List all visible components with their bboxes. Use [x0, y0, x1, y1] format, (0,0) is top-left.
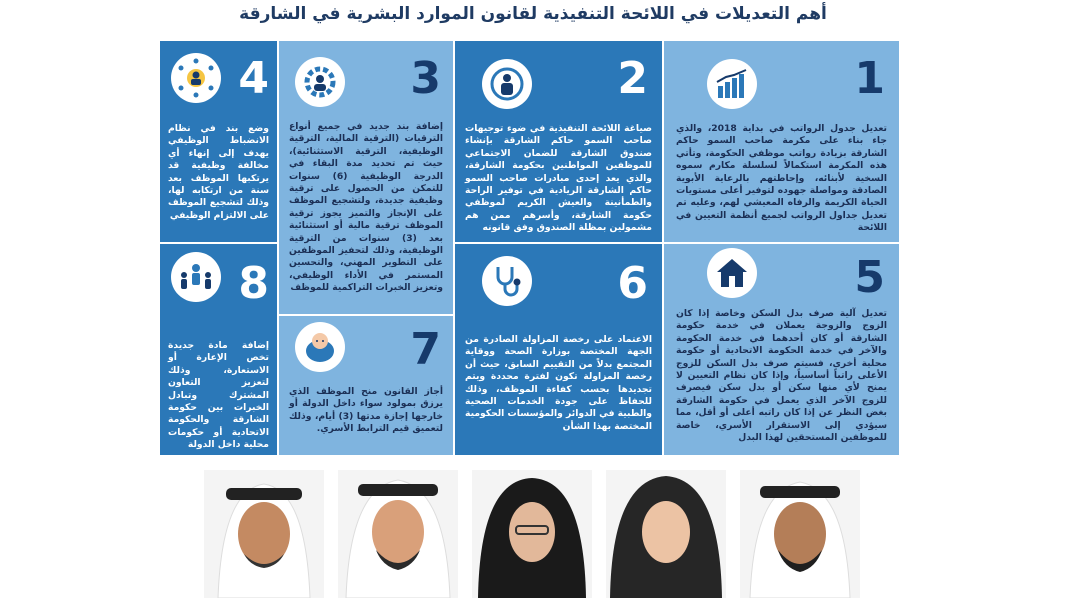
item-text-6: الاعتماد على رخصة المزاولة الصادرة من الجهة المختصة بوزارة الصحة ووقاية المجتمع بدلاً من التقييم السابق، حيث أن رخصة المزاولة تكون لفترة محددة ويتم تجديدها بحسب كفاءة الموظف، وذلك للحفاظ على جودة الخدمات الصحية والطبية في الدوائر والمؤسسات الحكومية المختصة بهذا الشأن: [465, 334, 652, 432]
item-number-5: 5: [854, 252, 885, 303]
item-panel-7: [279, 316, 453, 455]
page-title: أهم التعديلات في اللائحة التنفيذية لقانون الموارد البشرية في الشارقة: [239, 4, 827, 24]
item-panel-4: [160, 41, 277, 242]
portrait-photo-1: [204, 470, 324, 598]
baby-icon: [295, 322, 345, 372]
item-number-7: 7: [410, 324, 441, 375]
item-text-5: تعديل آلية صرف بدل السكن وخاصة إذا كان الزوج والزوجة يعملان في خدمة حكومة الشارقة أو كان أحدهما في خدمة الحكومة والآخر في خدمة الحكومة الاتحادية أو حكومة محلية أخرى، فسيتم صرف بدل السكن للزوج الأعلى راتباً أساسياً، وإذا كان نظام التعيين لا يمنح لأي منها سكن أو بدل سكن فيصرف للزوج الآخر الذي يعمل في حكومة الشارقة بغض النظر عن إذا كان راتبه أعلى أو أقل، مما سيؤدي إلى الاستقرار الأسري، خاصة للموظفين المستحقين لهذا البدل: [676, 308, 887, 444]
stethoscope-icon: [482, 256, 532, 306]
bar-chart-icon: [707, 59, 757, 109]
item-panel-3: [279, 41, 453, 314]
portrait-photo-5: [740, 470, 860, 598]
item-number-4: 4: [238, 53, 269, 104]
item-panel-8: [160, 244, 277, 455]
item-panel-5: [664, 244, 899, 455]
portrait-photo-3: [472, 470, 592, 598]
item-number-6: 6: [617, 258, 648, 309]
item-number-3: 3: [410, 53, 441, 104]
person-cycle-icon: [482, 59, 532, 109]
item-panel-1: [664, 41, 899, 242]
item-number-8: 8: [238, 258, 269, 309]
portrait-photo-4: [606, 470, 726, 598]
item-text-7: أجاز القانون منح الموظف الذي يرزق بمولود سواء داخل الدولة أو خارجها إجازة مدتها (3) أيام، وذلك لتعميق قيم الترابط الأسري.: [289, 386, 443, 435]
gear-person-icon: [295, 57, 345, 107]
portrait-photo-2: [338, 470, 458, 598]
item-panel-6: [455, 244, 662, 455]
item-text-8: إضافة مادة جديدة تخص الإعارة أو الاستعارة، وذلك لتعزيز التعاون المشترك وتبادل الخبرات بين حكومة الشارقة والحكومة الاتحادية أو حكومات محلية داخل الدولة: [168, 340, 269, 451]
group-exchange-icon: [171, 252, 221, 302]
item-text-4: وضع بند في نظام الانضباط الوظيفي يهدف إلى إنهاء أي مخالفة وظيفية قد يرتكبها الموظف بعد سنة من ارتكابه لها، وذلك لتشجيع الموظف على الالتزام الوظيفي: [168, 123, 269, 221]
item-panel-2: [455, 41, 662, 242]
network-person-icon: [171, 53, 221, 103]
item-number-2: 2: [617, 53, 648, 104]
item-number-1: 1: [854, 53, 885, 104]
item-text-2: صياغة اللائحة التنفيذية في ضوء توجيهات صاحب السمو حاكم الشارقة بإنشاء صندوق الشارقة للضمان الاجتماعي للموظفين المواطنين بحكومة الشارقة، والذي يعد إحدى مبادرات صاحب السمو حاكم الشارقة الريادية في توفير الراحة والطمأنينة والعيش الكريم لموظفي حكومة الشارقة، وأسرهم ممن هم مشمولين بمظلة الصندوق وفق قانونه: [465, 123, 652, 234]
house-icon: [707, 248, 757, 298]
item-text-3: إضافة بند جديد في جميع أنواع الترقيات (الترقية المالية، الترقية الوظيفية، الترقية الاستثنائية)، حيث تم تحديد مدة البقاء في الدرجة الوظيفية (6) سنوات للتمكن من الحصول على ترقية وظيفية جديدة، ولتشجيع الموظف على الإنجاز والتميز يجوز ترقية الموظف ترقية مالية أو استثنائية بعد (3) سنوات من الترقية الوظيفية، وذلك لتحفيز الموظفين على التطوير المهني، والتحسين المستمر في الأداء الوظيفي، وتعزيز الخبرات التراكمية للموظف: [289, 121, 443, 294]
item-text-1: تعديل جدول الرواتب في بداية 2018، والذي جاء بناء على مكرمة صاحب السمو حاكم الشارقة بزيادة رواتب موظفي الحكومة، وتأتي هذه المكرمة استكمالاً لسلسلة مكارم سموه السخية لأبنائه، وإحاطتهم بالرعاية الأبوية الصادقة ومواصلة جهوده لتوفير أعلى مستويات الحياة الكريمة والرفاه المعيشي لهم، وعليه تم تعديل جداول الرواتب لجميع أنظمة التعيين في اللائحة: [676, 123, 887, 234]
